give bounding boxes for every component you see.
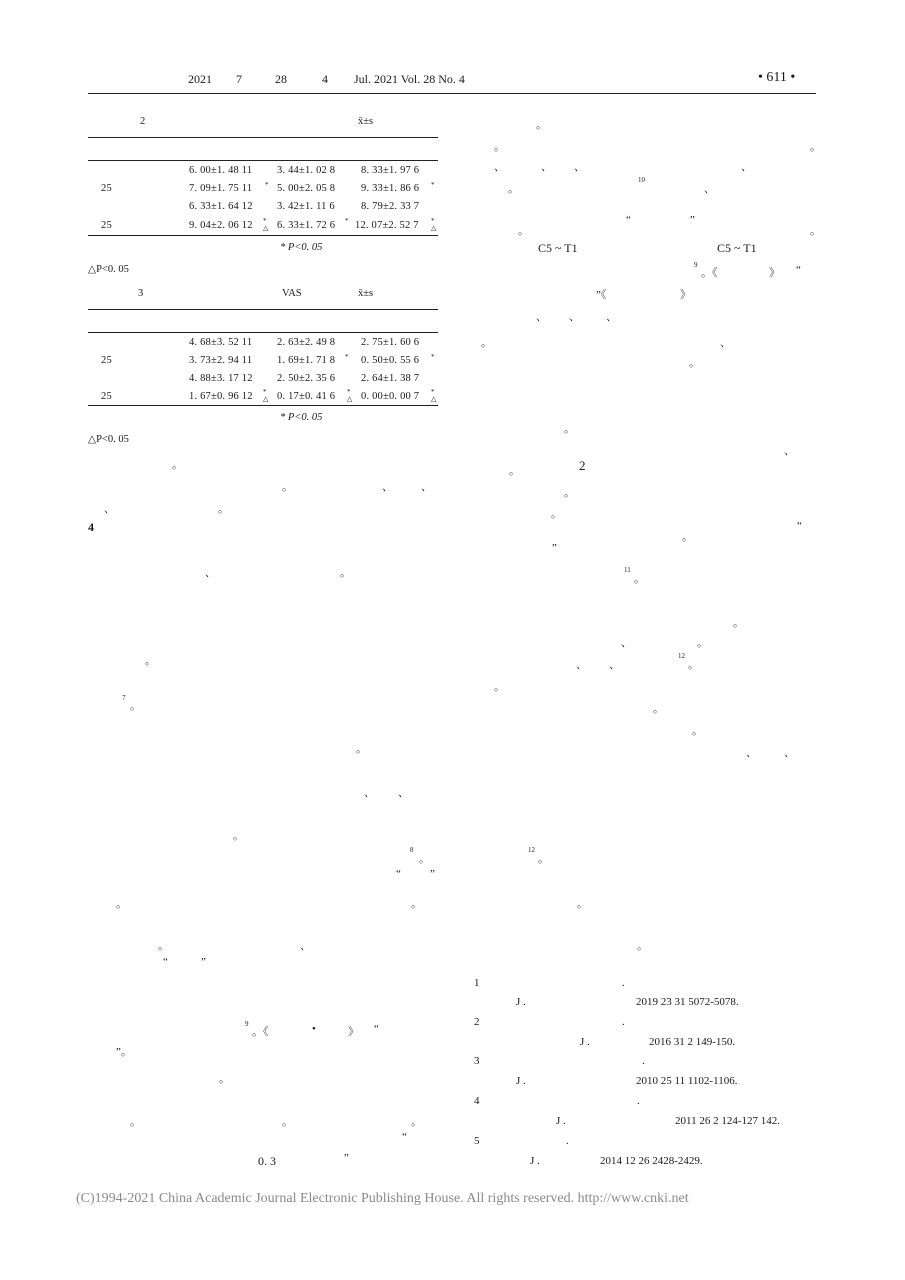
header-month: 7 (236, 72, 242, 86)
header-rule (88, 93, 816, 94)
body-punct: 。 (145, 655, 156, 667)
table2-cell: 6. 33±1. 64 12 (189, 201, 253, 212)
body-punct: 。 (494, 141, 505, 153)
body-punct: 、 (784, 747, 795, 759)
body-punct: 。 (564, 423, 575, 435)
table3-title: VAS (282, 288, 302, 299)
body-punct: . (566, 1135, 569, 1147)
body-punct: 。 (577, 898, 588, 910)
body-punct: 。 (810, 225, 821, 237)
body-spine-range: C5 ~ T1 (717, 241, 757, 255)
body-punct: 。 (282, 1116, 293, 1128)
reference-number: 3 (474, 1055, 480, 1067)
citation-mark: 9 (245, 1020, 249, 1028)
body-punct: 》 (769, 267, 780, 279)
body-punct: 。 (536, 119, 547, 131)
table2-cell: 8. 33±1. 97 6 (361, 165, 420, 176)
body-punct: 。 (688, 659, 699, 671)
body-punct: 。 (634, 573, 645, 585)
body-punct: “ (796, 264, 801, 276)
body-punct: 。 (158, 940, 169, 952)
body-punct: 。 (509, 465, 520, 477)
citation-mark: 9 (694, 261, 698, 269)
body-punct: 。 (419, 853, 430, 865)
table2-cell: 6. 33±1. 72 6 (277, 220, 336, 231)
body-punct: 。 (130, 700, 141, 712)
table2-mark: * (265, 181, 269, 189)
body-punct: 。 (697, 637, 708, 649)
table3-top-rule (88, 309, 438, 310)
citation-mark: 8 (410, 846, 414, 854)
body-punct: 。 (508, 183, 519, 195)
body-punct: 。 (219, 1073, 230, 1085)
table2-cell: 3. 44±1. 02 8 (277, 165, 336, 176)
table3-cell: 1. 67±0. 96 12 (189, 391, 253, 402)
body-punct: ”《 (596, 289, 607, 301)
body-spine-range: C5 ~ T1 (538, 241, 578, 255)
reference-type: J . (530, 1155, 540, 1167)
body-punct: 、 (104, 503, 115, 515)
body-punct: 、 (576, 659, 587, 671)
reference-publication: 2014 12 26 2428-2429. (600, 1155, 703, 1167)
body-punct: . (622, 1016, 625, 1028)
header-citation: Jul. 2021 Vol. 28 No. 4 (354, 72, 465, 86)
body-punct: 、 (536, 311, 547, 323)
body-punct: 、 (205, 567, 216, 579)
table3-mark: * (431, 353, 435, 361)
reference-type: J . (516, 996, 526, 1008)
citation-mark: 12 (528, 846, 535, 854)
body-punct: “ (374, 1023, 379, 1035)
body-punct: 、 (364, 787, 375, 799)
table3-cell: 2. 75±1. 60 6 (361, 337, 420, 348)
table3-cell: 4. 68±3. 52 11 (189, 337, 253, 348)
body-punct: . (637, 1095, 640, 1107)
body-punct: 。 (564, 487, 575, 499)
table2-cell: 12. 07±2. 52 7 (355, 220, 419, 231)
body-punct: 。 (481, 337, 492, 349)
body-punct: 、 (606, 311, 617, 323)
table2-head-rule (88, 160, 438, 161)
body-punct: “ (396, 868, 401, 880)
body-punct: 。 (411, 898, 422, 910)
body-punct: 、 (574, 161, 585, 173)
body-punct: 。 (733, 617, 744, 629)
citation-mark: 12 (678, 652, 685, 660)
table3-cell: 2. 63±2. 49 8 (277, 337, 336, 348)
body-punct: ” (430, 868, 435, 880)
table2-stat: x̄±s (358, 116, 374, 127)
body-punct: 、 (382, 481, 393, 493)
body-punct: 、 (784, 445, 795, 457)
body-punct: 。 (282, 481, 293, 493)
header-volume: 28 (275, 72, 287, 86)
table2-mark: *△ (263, 217, 269, 232)
body-punct: “ (797, 520, 802, 532)
body-punct: 》 (680, 289, 691, 301)
body-punct: ” (201, 956, 206, 968)
table2-cell: 9. 04±2. 06 12 (189, 220, 253, 231)
table3-mark: *△ (347, 388, 353, 403)
table3-cell: 1. 69±1. 71 8 (277, 355, 336, 366)
table2-note: △P<0. 05 (88, 264, 129, 275)
header-year: 2021 (188, 72, 212, 86)
table2-number: 2 (140, 116, 146, 127)
table3-cell: 2. 64±1. 38 7 (361, 373, 420, 384)
body-punct: 。《 (252, 1026, 269, 1038)
table2-top-rule (88, 137, 438, 138)
body-punct: 。 (172, 459, 183, 471)
body-punct: 。 (692, 725, 703, 737)
table2-mark: * (431, 181, 435, 189)
body-punct: ” (690, 214, 695, 226)
table3-mark: *△ (431, 388, 437, 403)
body-punct: 。 (356, 743, 367, 755)
header-issue: 4 (322, 72, 328, 86)
body-punct: 。 (340, 567, 351, 579)
table3-cell: 3. 73±2. 94 11 (189, 355, 253, 366)
reference-publication: 2019 23 31 5072-5078. (636, 996, 739, 1008)
reference-publication: 2016 31 2 149-150. (649, 1036, 736, 1048)
table3-bottom-rule (88, 405, 438, 406)
body-value: 0. 3 (258, 1154, 276, 1168)
reference-publication: 2010 25 11 1102-1106. (636, 1075, 738, 1087)
body-punct: “ (626, 214, 631, 226)
body-punct: 》 (348, 1026, 359, 1038)
table2-note: * P<0. 05 (280, 242, 323, 253)
reference-number: 1 (474, 977, 480, 989)
table3-n: 25 (101, 391, 112, 402)
body-table-ref: 2 (579, 458, 586, 473)
body-punct: 。 (682, 531, 693, 543)
body-punct: 。 (494, 681, 505, 693)
table2-mark: *△ (431, 217, 437, 232)
body-punct: ”。 (116, 1046, 132, 1058)
body-punct: 、 (494, 161, 505, 173)
table3-n: 25 (101, 355, 112, 366)
table3-cell: 4. 88±3. 17 12 (189, 373, 253, 384)
body-punct: 。 (551, 508, 562, 520)
reference-publication: 2011 26 2 124-127 142. (675, 1115, 781, 1127)
table2-cell: 5. 00±2. 05 8 (277, 183, 336, 194)
table3-cell: 0. 50±0. 55 6 (361, 355, 420, 366)
body-punct: 。 (810, 141, 821, 153)
body-punct: “ (402, 1131, 407, 1143)
body-punct: ” (344, 1152, 349, 1164)
body-punct: 、 (398, 787, 409, 799)
table2-cell: 8. 79±2. 33 7 (361, 201, 420, 212)
body-punct: 。 (411, 1116, 422, 1128)
table3-mark: * (345, 353, 349, 361)
citation-mark: 10 (638, 176, 645, 184)
table3-mark: *△ (263, 388, 269, 403)
body-punct: 、 (569, 311, 580, 323)
table3-note: △P<0. 05 (88, 434, 129, 445)
table2-cell: 9. 33±1. 86 6 (361, 183, 420, 194)
body-punct: 、 (621, 637, 632, 649)
citation-mark: 11 (624, 566, 631, 574)
table3-stat: x̄±s (358, 288, 374, 299)
copyright-footer: (C)1994-2021 China Academic Journal Electronic Publishing House. All rights reserved. http://www.cnki.net (76, 1191, 689, 1206)
table3-head-rule (88, 332, 438, 333)
body-punct: . (642, 1055, 645, 1067)
page-number: • 611 • (758, 70, 796, 85)
body-punct: 、 (704, 183, 715, 195)
section-heading: 4 (88, 520, 94, 534)
table3-cell: 0. 00±0. 00 7 (361, 391, 420, 402)
body-punct: 。 (637, 940, 648, 952)
table3-note: * P<0. 05 (280, 412, 323, 423)
body-punct: 、 (741, 161, 752, 173)
table3-cell: 0. 17±0. 41 6 (277, 391, 336, 402)
body-punct: 。 (130, 1116, 141, 1128)
body-punct: “ (163, 956, 168, 968)
table2-cell: 6. 00±1. 48 11 (189, 165, 253, 176)
body-punct: . (622, 977, 625, 989)
table3-number: 3 (138, 288, 144, 299)
table3-cell: 2. 50±2. 35 6 (277, 373, 336, 384)
body-punct: 、 (541, 161, 552, 173)
table2-cell: 7. 09±1. 75 11 (189, 183, 253, 194)
body-punct: 。 (689, 357, 700, 369)
reference-number: 4 (474, 1095, 480, 1107)
table2-cell: 3. 42±1. 11 6 (277, 201, 335, 212)
table2-bottom-rule (88, 235, 438, 236)
body-punct: 。 (116, 898, 127, 910)
table2-mark: * (345, 217, 349, 225)
body-punct: 。 (653, 703, 664, 715)
body-punct: 、 (300, 940, 311, 952)
body-punct: ” (552, 542, 557, 554)
body-punct: 。 (518, 225, 529, 237)
table2-n: 25 (101, 220, 112, 231)
body-punct: 、 (720, 337, 731, 349)
body-punct: 。《 (701, 267, 718, 279)
table2-n: 25 (101, 183, 112, 194)
body-punct: 。 (538, 853, 549, 865)
body-punct: 、 (421, 481, 432, 493)
body-punct: 。 (233, 830, 244, 842)
reference-type: J . (580, 1036, 590, 1048)
reference-type: J . (556, 1115, 566, 1127)
reference-type: J . (516, 1075, 526, 1087)
body-punct: • (312, 1023, 316, 1035)
body-punct: 、 (746, 747, 757, 759)
body-punct: 。 (218, 503, 229, 515)
citation-mark: 7 (122, 694, 126, 702)
body-punct: 、 (609, 659, 620, 671)
reference-number: 2 (474, 1016, 480, 1028)
reference-number: 5 (474, 1135, 480, 1147)
